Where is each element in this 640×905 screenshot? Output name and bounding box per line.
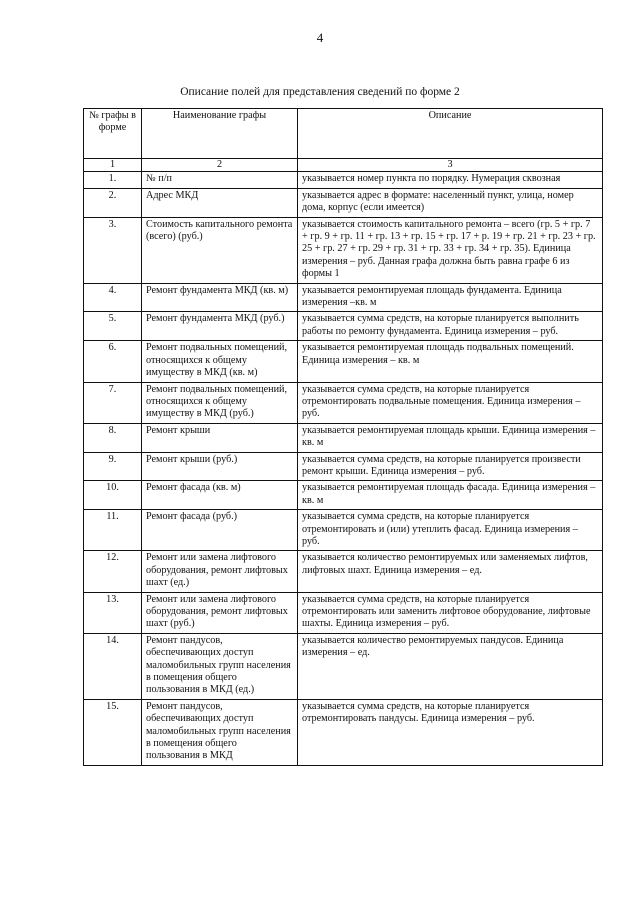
row-description: указывается сумма средств, на которые планируется выполнить работы по ремонту фундамента. Единица измерения – руб. bbox=[298, 312, 603, 341]
row-name: Ремонт или замена лифтового оборудования, ремонт лифтовых шахт (ед.) bbox=[142, 551, 298, 592]
row-number: 14. bbox=[84, 633, 142, 699]
table-row bbox=[84, 481, 603, 510]
table-index-row bbox=[84, 159, 603, 172]
row-number: 9. bbox=[84, 452, 142, 481]
row-description: указывается сумма средств, на которые планируется отремонтировать и (или) утеплить фасад. Единица измерения – руб. bbox=[298, 510, 603, 551]
row-description: указывается количество ремонтируемых пандусов. Единица измерения – ед. bbox=[298, 633, 603, 699]
row-name: Адрес МКД bbox=[142, 188, 298, 217]
row-number: 3. bbox=[84, 217, 142, 283]
row-description: указывается сумма средств, на которые планируется отремонтировать или заменить лифтовое оборудование, лифтовые шахты. Единица измерения – руб. bbox=[298, 592, 603, 633]
table-row bbox=[84, 283, 603, 312]
table-row bbox=[84, 217, 603, 283]
row-description: указывается сумма средств, на которые планируется отремонтировать пандусы. Единица измерения – руб. bbox=[298, 699, 603, 765]
row-description: указывается ремонтируемая площадь фундамента. Единица измерения –кв. м bbox=[298, 283, 603, 312]
row-number: 12. bbox=[84, 551, 142, 592]
row-name: Ремонт подвальных помещений, относящихся к общему имуществу в МКД (руб.) bbox=[142, 382, 298, 423]
table-row bbox=[84, 423, 603, 452]
table-row bbox=[84, 699, 603, 765]
table-row bbox=[84, 551, 603, 592]
row-name: Стоимость капитального ремонта (всего) (руб.) bbox=[142, 217, 298, 283]
table-header-row bbox=[84, 109, 603, 159]
row-description: указывается ремонтируемая площадь подвальных помещений. Единица измерения – кв. м bbox=[298, 341, 603, 382]
row-description: указывается количество ремонтируемых или заменяемых лифтов, лифтовых шахт. Единица измерения – ед. bbox=[298, 551, 603, 592]
row-number: 1. bbox=[84, 172, 142, 188]
row-name: Ремонт крыши bbox=[142, 423, 298, 452]
row-number: 5. bbox=[84, 312, 142, 341]
page-number: 4 bbox=[316, 30, 324, 45]
row-number: 15. bbox=[84, 699, 142, 765]
row-name: Ремонт пандусов, обеспечивающих доступ маломобильных групп населения в помещения общего пользования в МКД bbox=[142, 699, 298, 765]
row-description: указывается сумма средств, на которые планируется отремонтировать подвальные помещения. Единица измерения – руб. bbox=[298, 382, 603, 423]
row-name: Ремонт фундамента МКД (кв. м) bbox=[142, 283, 298, 312]
row-description: указывается адрес в формате: населенный пункт, улица, номер дома, корпус (если имеется) bbox=[298, 188, 603, 217]
index-cell: 1 bbox=[84, 159, 142, 172]
row-description: указывается номер пункта по порядку. Нумерация сквозная bbox=[298, 172, 603, 188]
row-description: указывается ремонтируемая площадь крыши. Единица измерения – кв. м bbox=[298, 423, 603, 452]
header-column-number: № графы в форме bbox=[84, 109, 142, 159]
table-row bbox=[84, 510, 603, 551]
document-title: Описание полей для представления сведений по форме 2 bbox=[180, 86, 460, 98]
table-row bbox=[84, 633, 603, 699]
row-description: указывается ремонтируемая площадь фасада. Единица измерения – кв. м bbox=[298, 481, 603, 510]
row-name: Ремонт подвальных помещений, относящихся к общему имуществу в МКД (кв. м) bbox=[142, 341, 298, 382]
table-row bbox=[84, 341, 603, 382]
row-number: 2. bbox=[84, 188, 142, 217]
row-name: Ремонт фасада (руб.) bbox=[142, 510, 298, 551]
header-column-description: Описание bbox=[298, 109, 603, 159]
row-name: Ремонт или замена лифтового оборудования, ремонт лифтовых шахт (руб.) bbox=[142, 592, 298, 633]
table-row bbox=[84, 312, 603, 341]
row-number: 7. bbox=[84, 382, 142, 423]
row-name: Ремонт фасада (кв. м) bbox=[142, 481, 298, 510]
table-row bbox=[84, 172, 603, 188]
index-cell: 3 bbox=[298, 159, 603, 172]
row-number: 11. bbox=[84, 510, 142, 551]
row-number: 10. bbox=[84, 481, 142, 510]
index-cell: 2 bbox=[142, 159, 298, 172]
row-name: № п/п bbox=[142, 172, 298, 188]
fields-table bbox=[83, 108, 603, 766]
row-name: Ремонт крыши (руб.) bbox=[142, 452, 298, 481]
row-name: Ремонт пандусов, обеспечивающих доступ маломобильных групп населения в помещения общего пользования в МКД (ед.) bbox=[142, 633, 298, 699]
header-column-name: Наименование графы bbox=[142, 109, 298, 159]
table-row bbox=[84, 188, 603, 217]
row-number: 13. bbox=[84, 592, 142, 633]
row-number: 4. bbox=[84, 283, 142, 312]
table-row bbox=[84, 452, 603, 481]
row-name: Ремонт фундамента МКД (руб.) bbox=[142, 312, 298, 341]
table-row bbox=[84, 382, 603, 423]
row-number: 6. bbox=[84, 341, 142, 382]
row-number: 8. bbox=[84, 423, 142, 452]
row-description: указывается сумма средств, на которые планируется произвести ремонт крыши. Единица измерения – руб. bbox=[298, 452, 603, 481]
row-description: указывается стоимость капитального ремонта – всего (гр. 5 + гр. 7 + гр. 9 + гр. 11 + гр. 13 + гр. 15 + гр. 17 + р. 19 + гр. 21 + гр. 23 + гр. 25 + гр. 27 + гр. 29 + гр. 31 + гр. 33 + гр. 34 + гр. 35). Единица измерения – руб. Данная графа должна быть равна графе 6 из формы 1 bbox=[298, 217, 603, 283]
table-row bbox=[84, 592, 603, 633]
